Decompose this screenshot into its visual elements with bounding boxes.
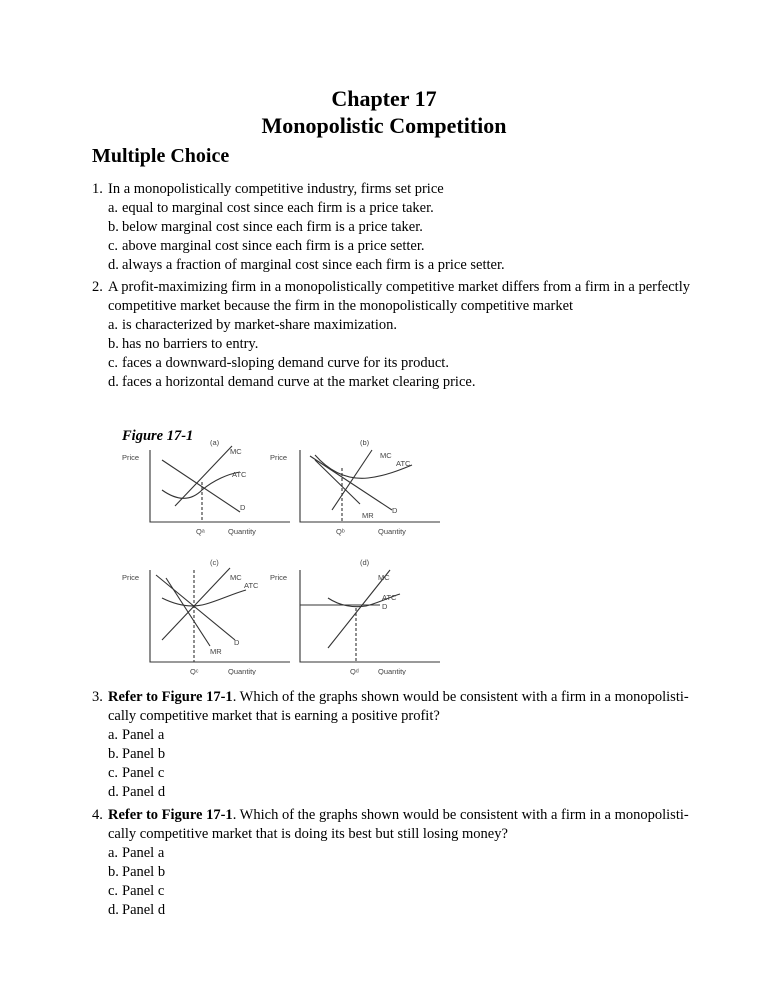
figure-title: Figure 17-1 xyxy=(122,428,194,444)
figure-17-1 xyxy=(110,440,590,675)
answer-option: a. Panel a xyxy=(108,727,165,743)
answer-option: a. is characterized by market-share maximization. xyxy=(108,317,397,333)
answer-option: b. Panel b xyxy=(108,746,166,762)
question-number: 2. xyxy=(92,279,103,295)
svg-text:MR: MR xyxy=(362,511,374,520)
panel-tag: (a) xyxy=(210,440,220,447)
question-4 xyxy=(92,806,708,920)
question-1 xyxy=(92,180,708,275)
question-3 xyxy=(92,688,708,802)
svg-text:ATC: ATC xyxy=(382,593,397,602)
question-number: 4. xyxy=(92,807,103,823)
svg-text:MC: MC xyxy=(230,447,242,456)
panel-tag: (d) xyxy=(360,558,370,567)
answer-option: c. faces a downward-sloping demand curve for its product. xyxy=(108,355,449,371)
axis-label-y: Price xyxy=(270,573,288,582)
question-number: 1. xyxy=(92,181,103,197)
axis-label-x: Quantity xyxy=(378,667,406,675)
svg-text:MC: MC xyxy=(230,573,242,582)
answer-option: b. has no barriers to entry. xyxy=(108,336,259,352)
chapter-title: Chapter 17 xyxy=(331,86,437,111)
svg-text:D: D xyxy=(234,638,240,647)
svg-text:MC: MC xyxy=(380,451,392,460)
question-number: 3. xyxy=(92,689,103,705)
panel-a xyxy=(150,446,290,522)
answer-option: d. always a fraction of marginal cost since each firm is a price setter. xyxy=(108,257,505,273)
panel-tag: (c) xyxy=(210,558,219,567)
svg-text:MC: MC xyxy=(378,573,390,582)
question-stem: A profit-maximizing firm in a monopolistically competitive market differs from a firm in a perfectly competitive market because the firm in the monopolistically competitive market xyxy=(108,279,690,314)
axis-label-x: Quantity xyxy=(228,527,256,536)
quantity-label: Qᵇ xyxy=(336,527,345,536)
section-heading: Multiple Choice xyxy=(92,145,230,167)
axis-label-x: Quantity xyxy=(378,527,406,536)
answer-option: b. below marginal cost since each firm is a price taker. xyxy=(108,219,423,235)
answer-option: d. Panel d xyxy=(108,902,166,918)
quantity-label: Qᶜ xyxy=(190,667,199,675)
answer-option: c. Panel c xyxy=(108,765,165,781)
svg-text:D: D xyxy=(392,506,398,515)
svg-text:D: D xyxy=(240,503,246,512)
answer-option: a. equal to marginal cost since each firm is a price taker. xyxy=(108,200,434,216)
question-stem: Refer to Figure 17-1. Which of the graphs shown would be consistent with a firm in a monopolisti-cally competitive market that is doing its best but still losing money? xyxy=(108,807,689,842)
quantity-label: Qᵃ xyxy=(196,527,205,536)
axis-label-y: Price xyxy=(122,573,140,582)
answer-option: a. Panel a xyxy=(108,845,165,861)
svg-text:ATC: ATC xyxy=(244,581,259,590)
answer-option: d. faces a horizontal demand curve at the market clearing price. xyxy=(108,374,476,390)
panel-d xyxy=(300,570,440,662)
figure-reference: Refer to Figure 17-1 xyxy=(108,689,233,705)
svg-text:ATC: ATC xyxy=(396,459,411,468)
figure-reference: Refer to Figure 17-1 xyxy=(108,807,233,823)
answer-option: c. above marginal cost since each firm is a price setter. xyxy=(108,238,425,254)
question-stem: Refer to Figure 17-1. Which of the graphs shown would be consistent with a firm in a monopolisti-cally competitive market that is earning a positive profit? xyxy=(108,689,689,724)
axis-label-y: Price xyxy=(270,453,288,462)
axis-label-y: Price xyxy=(122,453,140,462)
answer-option: d. Panel d xyxy=(108,784,166,800)
quantity-label: Qᵈ xyxy=(350,667,359,675)
axis-label-x: Quantity xyxy=(228,667,256,675)
svg-text:ATC: ATC xyxy=(232,470,247,479)
answer-option: b. Panel b xyxy=(108,864,166,880)
question-stem: In a monopolistically competitive industry, firms set price xyxy=(108,181,444,197)
panel-tag: (b) xyxy=(360,440,370,447)
chapter-subtitle: Monopolistic Competition xyxy=(261,113,507,138)
question-2 xyxy=(92,278,708,392)
svg-text:D: D xyxy=(382,602,388,611)
svg-text:MR: MR xyxy=(210,647,222,656)
answer-option: c. Panel c xyxy=(108,883,165,899)
